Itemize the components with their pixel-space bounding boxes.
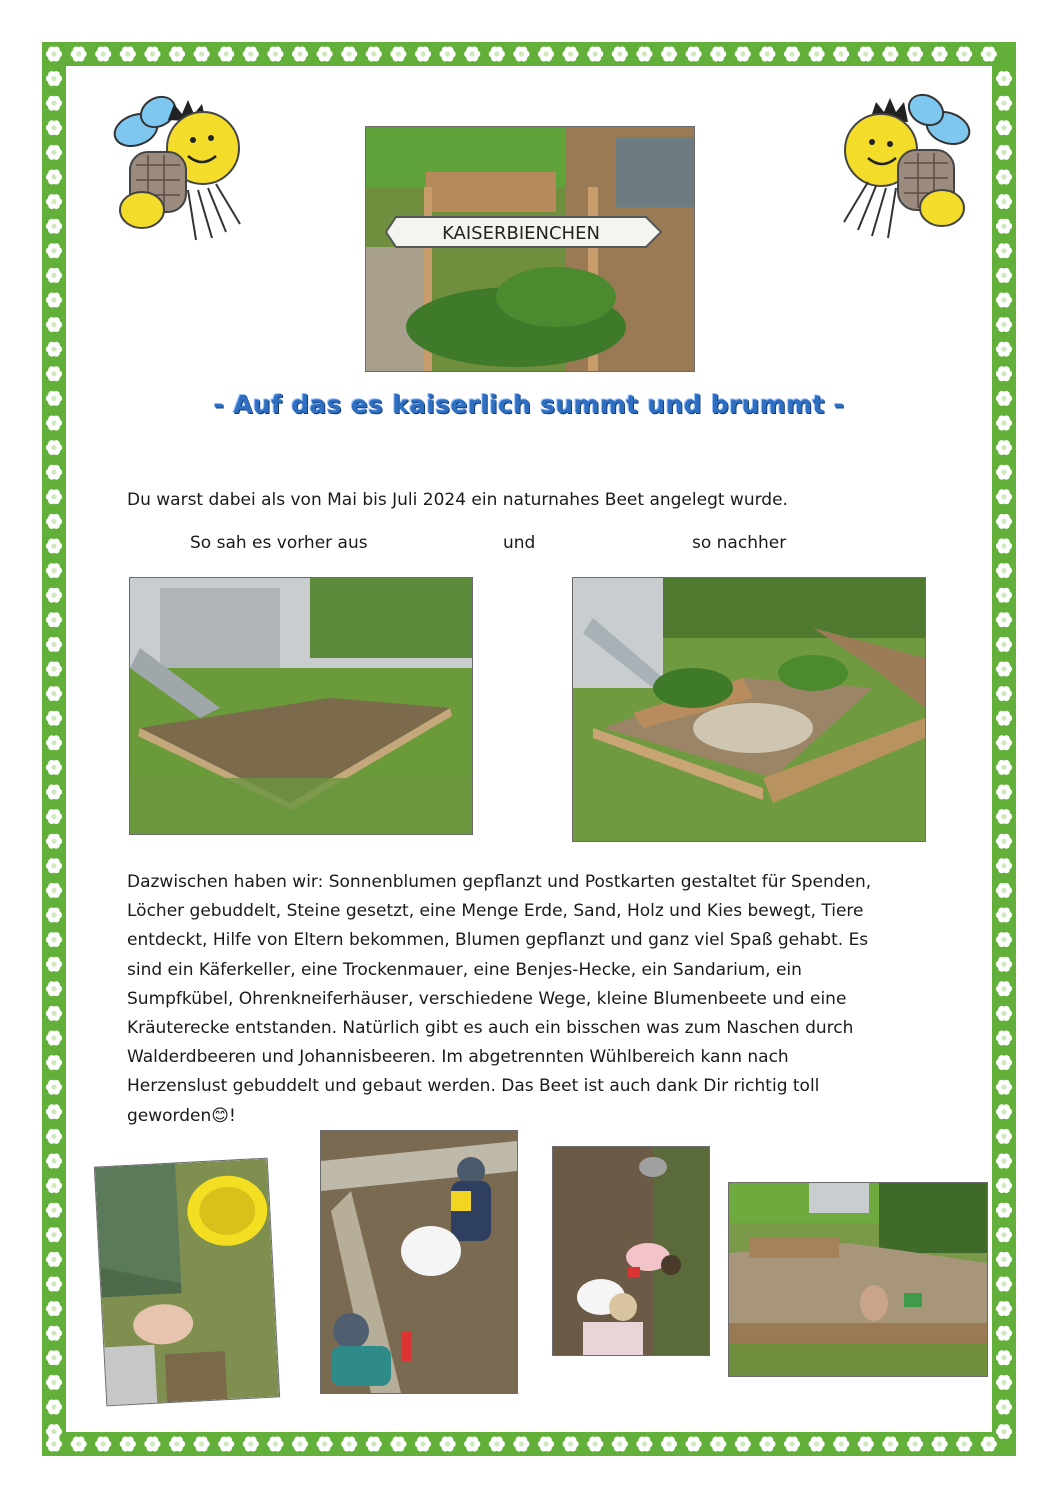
body-line: Dazwischen haben wir: Sonnenblumen gepflanzt und Postkarten gestaltet für Spenden, [127, 872, 872, 892]
body-line: sind ein Käferkeller, eine Trockenmauer, eine Benjes-Hecke, ein Sandarium, ein [127, 959, 802, 980]
photo-children-digging [320, 1130, 518, 1394]
photo-finished-bed [728, 1182, 988, 1377]
caption-after: so nachher [692, 533, 787, 553]
body-line: Kräuterecke entstanden. Natürlich gibt es auch ein bisschen was zum Naschen durch [127, 1018, 854, 1039]
photo-after [572, 577, 926, 842]
caption-before: So sah es vorher aus [190, 533, 368, 553]
body-line: Herzenslust gebuddelt und gebaut werden. Das Beet ist auch dank Dir richtig toll [127, 1076, 820, 1097]
caption-and: und [503, 533, 536, 553]
photo-child-watering [552, 1146, 710, 1356]
photo-kaiserbienchen-sign [365, 126, 695, 372]
bee-drawing-right [826, 88, 976, 248]
photo-before [129, 577, 473, 835]
photo-sieve [94, 1158, 280, 1407]
body-text [127, 868, 937, 1131]
body-line: Walderdbeeren und Johannisbeeren. Im abgetrennten Wühlbereich kann nach [127, 1047, 789, 1068]
body-line: geworden😊! [127, 1105, 236, 1126]
bee-drawing-left [108, 90, 258, 250]
body-line: Löcher gebuddelt, Steine gesetzt, eine Menge Erde, Sand, Holz und Kies bewegt, Tiere [127, 901, 864, 922]
body-line: entdeckt, Hilfe von Eltern bekommen, Blumen gepflanzt und ganz viel Spaß gehabt. Es [127, 930, 869, 951]
intro-text: Du warst dabei als von Mai bis Juli 2024 ein naturnahes Beet angelegt wurde. [127, 490, 788, 510]
body-line: Sumpfkübel, Ohrenkneiferhäuser, verschiedene Wege, kleine Blumenbeete und eine [127, 988, 847, 1009]
sign-text: KAISERBIENCHEN [442, 223, 600, 244]
page-title: - Auf das es kaiserlich summt und brummt - [213, 390, 845, 419]
